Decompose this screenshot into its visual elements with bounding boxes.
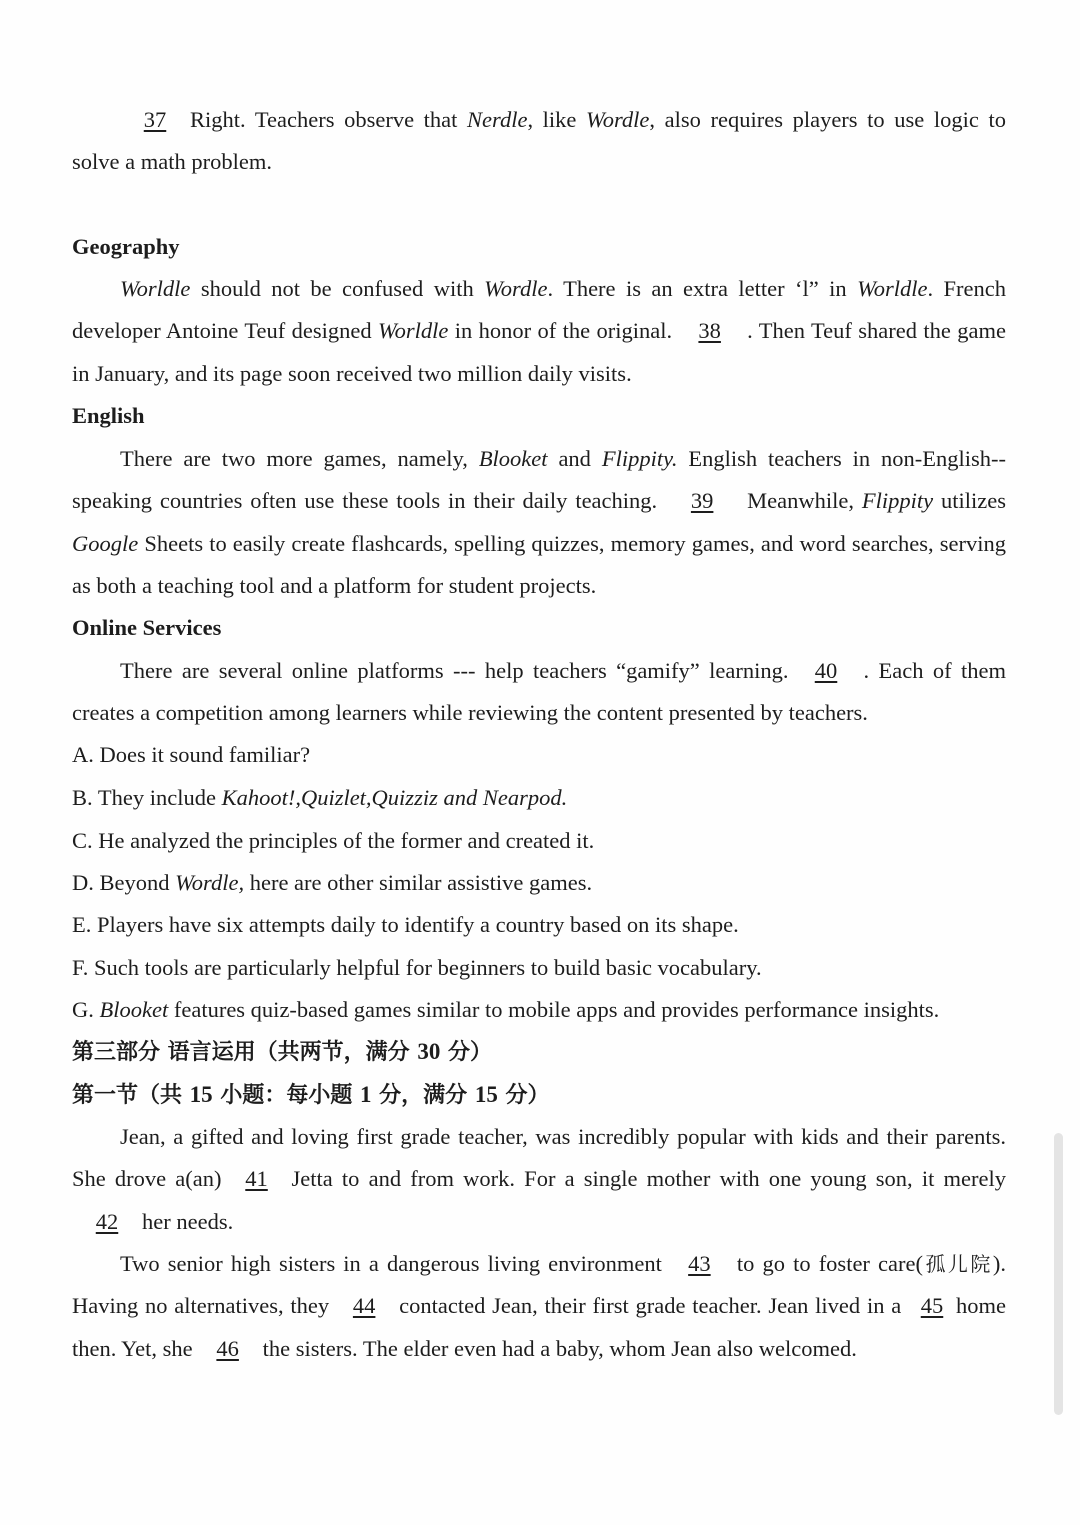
intro-paragraph: 37 Right. Teachers observe that Nerdle, like Wordle, also requires players to use logic to solve a math problem.	[72, 99, 1006, 184]
online-services-paragraph: There are several online platforms --- help teachers “gamify” learning. 40 . Each of them creates a competition among learners while reviewing the content presented by teachers.	[72, 650, 1006, 735]
heading-english: English	[72, 403, 145, 428]
english-paragraph: There are two more games, namely, Blooket and Flippity. English teachers in non-English--speaking countries often use these tools in their daily teaching. 39 Meanwhile, Flippity utilizes Google Sheets to easily create flashcards, spelling quizzes, memory games, and word searches, serving as both a teaching tool and a platform for student projects.	[72, 446, 1007, 598]
option-b: B. They include Kahoot!,Quizlet,Quizziz and Nearpod.	[72, 785, 568, 810]
blank-42[interactable]: 42	[95, 1208, 119, 1234]
heading-geography: Geography	[72, 234, 180, 259]
blank-37[interactable]: 37	[143, 107, 167, 132]
story-paragraph-1: Jean, a gifted and loving first grade teacher, was incredibly popular with kids and their parents. She drove a(an) 41 Jetta to and from work. For a single mother with one young son, it merely42 her needs.	[72, 1116, 1006, 1243]
option-d: D. Beyond Wordle, here are other similar assistive games.	[72, 870, 593, 895]
blank-40[interactable]: 40	[814, 658, 838, 683]
part3-title: 第三部分 语言运用（共两节，满分 30 分）	[72, 1039, 492, 1065]
section1-title: 第一节（共 15 小题：每小题 1 分，满分 15 分）	[72, 1082, 550, 1108]
heading-online-services: Online Services	[72, 615, 222, 640]
blank-41[interactable]: 41	[245, 1166, 268, 1192]
blank-39[interactable]: 39	[690, 488, 714, 514]
geography-paragraph: Worldle should not be confused with Wordle. There is an extra letter ‘l” in Worldle. French developer Antoine Teuf designed Worldle in honor of the original. 38 . Then Teuf shared the game in January, and its page soon received two million daily visits.	[72, 276, 1007, 386]
option-f: F. Such tools are particularly helpful for beginners to build basic vocabulary.	[72, 955, 762, 980]
option-e: E. Players have six attempts daily to identify a country based on its shape.	[72, 912, 739, 937]
option-g: G. Blooket features quiz-based games similar to mobile apps and provides performance insights.	[72, 997, 940, 1022]
story-paragraph-2: Two senior high sisters in a dangerous living environment 43 to go to foster care(孤儿院). Having no alternatives, they 44 contacted Jean, their first grade teacher. Jean lived in a 45 home then. Yet, she 46 the sisters. The elder even had a baby, whom Jean also welcomed.	[72, 1243, 1006, 1370]
option-c: C. He analyzed the principles of the former and created it.	[72, 828, 595, 853]
option-a: A. Does it sound familiar?	[72, 742, 311, 767]
blank-46[interactable]: 46	[216, 1335, 239, 1361]
blank-45[interactable]: 45	[920, 1293, 944, 1319]
blank-43[interactable]: 43	[688, 1251, 711, 1276]
blank-38[interactable]: 38	[698, 318, 721, 344]
vertical-scrollbar[interactable]	[1054, 1133, 1063, 1415]
blank-44[interactable]: 44	[352, 1293, 376, 1319]
